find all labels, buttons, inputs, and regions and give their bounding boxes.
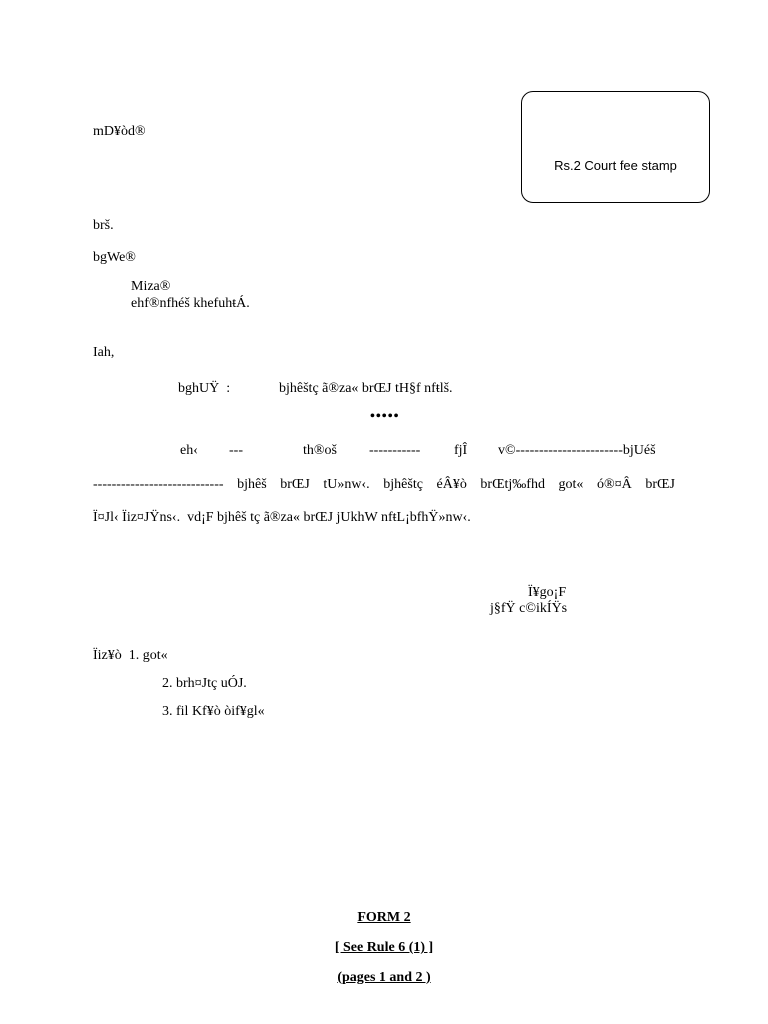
body-word-2-8: got« <box>558 477 584 492</box>
enclosure-item-2: 2. brh¤Jtç uÓJ. <box>162 676 247 691</box>
header-line3: bgWe® <box>93 250 136 265</box>
body-line2 <box>93 477 675 493</box>
body-word-2-5: bjhêštç <box>383 477 423 492</box>
body-word-2-7: brŒtj‰fhd <box>480 477 545 492</box>
enclosure-item-3: 3. fil Kf¥ò òif¥gl« <box>162 704 265 719</box>
address-line1: Miza® <box>131 279 171 294</box>
form-title: FORM 2 <box>357 910 411 925</box>
body-word-2-3: brŒJ <box>280 477 310 492</box>
form-pages: (pages 1 and 2 ) <box>337 970 431 985</box>
signature-line2: j§fŸ c©ikÍŸs <box>490 601 568 616</box>
greeting: Iah, <box>93 345 115 360</box>
form-rule: [ See Rule 6 (1) ] <box>334 940 434 955</box>
header-line2: brš. <box>93 218 114 233</box>
body-word-2-6: éÂ¥ò <box>436 477 467 492</box>
separator-bullets: ••••• <box>370 409 400 424</box>
stamp-label: Rs.2 Court fee stamp <box>554 158 677 173</box>
body-word-1-1: eh‹ <box>180 443 198 458</box>
body-word-1-3: th®oš <box>303 443 337 458</box>
subject-text: bjhêštç ã®za« brŒJ tH§f nfŧlš. <box>279 381 453 396</box>
body-word-2-2: bjhêš <box>237 477 267 492</box>
body-word-2-1: ---------------------------- <box>93 477 224 492</box>
body-word-2-9: ó®¤Â <box>597 477 632 492</box>
body-line3: Ï¤Jl‹ Ïiz¤JŸns‹. vd¡F bjhêš tç ã®za« brŒJ jUkhW nfŧL¡bfhŸ»nw‹. <box>93 510 471 525</box>
enclosures-label: Ïiz¥ò 1. got« <box>93 648 168 663</box>
signature-line1: Ï¥go¡F <box>528 585 567 600</box>
court-fee-stamp-box <box>521 91 710 203</box>
body-word-2-4: tU»nw‹. <box>323 477 370 492</box>
body-word-1-5: fjÎ <box>454 443 468 458</box>
body-word-2-10: brŒJ <box>645 477 675 492</box>
header-line1: mD¥òd® <box>93 124 146 139</box>
body-word-1-4: ----------- <box>369 443 421 458</box>
address-line2: ehf®nfhéš khefuhŧÁ. <box>131 296 250 311</box>
subject-label: bghUŸ : <box>178 381 231 396</box>
body-word-1-6: v©-----------------------bjUéš <box>498 443 656 458</box>
body-word-1-2: --- <box>229 443 243 458</box>
